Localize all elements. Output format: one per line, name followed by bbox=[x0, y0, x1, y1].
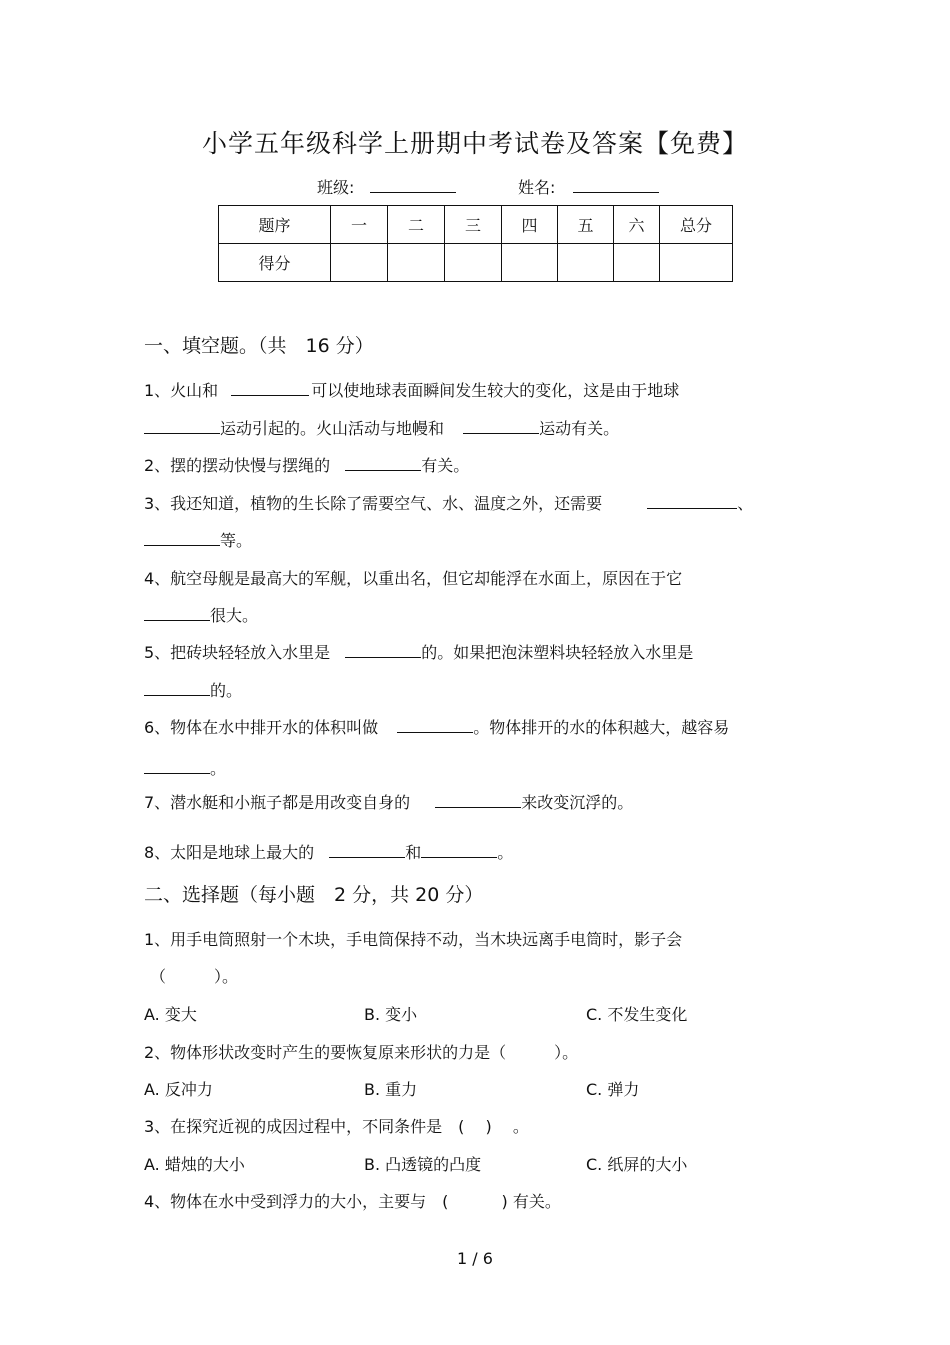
question-text: 。 bbox=[497, 843, 514, 862]
question-text: 8、太阳是地球上最大的 bbox=[144, 843, 315, 862]
question-line bbox=[144, 378, 679, 401]
score-header-cell: 二 bbox=[388, 206, 445, 244]
question-text: 、 bbox=[737, 494, 754, 513]
question-line bbox=[144, 528, 252, 551]
question-line bbox=[144, 640, 693, 663]
answer-blank[interactable] bbox=[397, 717, 473, 733]
question-text: 1、火山和 bbox=[144, 381, 219, 400]
question-text: 。 bbox=[210, 759, 227, 778]
question-text: 7、潜水艇和小瓶子都是用改变自身的 bbox=[144, 793, 411, 812]
class-label: 班级: bbox=[317, 178, 355, 197]
section-2-heading: 二、选择题（每小题 2 分，共 20 分） bbox=[144, 884, 484, 906]
question-text: 4、航空母舰是最高大的军舰，以重出名，但它却能浮在水面上，原因在于它 bbox=[144, 569, 683, 588]
question-line: 3、在探究近视的成因过程中，不同条件是 ( ) 。 bbox=[144, 1117, 529, 1136]
question-text: 6、物体在水中排开水的体积叫做 bbox=[144, 718, 379, 737]
answer-blank[interactable] bbox=[144, 758, 210, 774]
question-line bbox=[144, 603, 258, 626]
question-line bbox=[144, 715, 729, 738]
name-field bbox=[518, 175, 659, 198]
score-header-cell: 六 bbox=[614, 206, 660, 244]
question-text: 5、把砖块轻轻放入水里是 bbox=[144, 643, 331, 662]
section-1-heading: 一、填空题。（共 16 分） bbox=[144, 335, 374, 357]
question-line bbox=[144, 678, 242, 701]
question-line bbox=[144, 491, 753, 514]
answer-blank[interactable] bbox=[435, 792, 521, 808]
question-text: 和 bbox=[405, 843, 422, 862]
score-cell[interactable] bbox=[660, 244, 733, 282]
question-line bbox=[144, 790, 633, 813]
answer-blank[interactable] bbox=[345, 642, 421, 658]
page-title: 小学五年级科学上册期中考试卷及答案【免费】 bbox=[201, 129, 748, 158]
answer-blank[interactable] bbox=[463, 418, 539, 434]
answer-blank[interactable] bbox=[345, 455, 421, 471]
option-a[interactable]: A. 反冲力 bbox=[144, 1080, 213, 1099]
question-text: 。物体排开的水的体积越大，越容易 bbox=[473, 718, 730, 737]
score-header-cell: 题序 bbox=[219, 206, 331, 244]
class-blank bbox=[370, 177, 456, 193]
question-text: 有关。 bbox=[421, 456, 470, 475]
class-field bbox=[317, 175, 456, 198]
option-c[interactable]: C. 不发生变化 bbox=[586, 1005, 688, 1024]
question-line bbox=[144, 566, 682, 589]
question-text: 很大。 bbox=[210, 606, 259, 625]
score-cell[interactable] bbox=[558, 244, 614, 282]
answer-blank[interactable] bbox=[329, 842, 405, 858]
answer-blank[interactable] bbox=[647, 493, 737, 509]
question-line bbox=[144, 416, 619, 439]
answer-blank[interactable] bbox=[144, 530, 220, 546]
answer-blank[interactable] bbox=[231, 380, 309, 396]
score-table bbox=[218, 205, 733, 282]
question-line bbox=[144, 840, 513, 863]
question-line: 4、物体在水中受到浮力的大小，主要与 ( ) 有关。 bbox=[144, 1192, 561, 1211]
option-c[interactable]: C. 纸屏的大小 bbox=[586, 1155, 688, 1174]
score-cell[interactable] bbox=[614, 244, 660, 282]
question-line bbox=[144, 453, 469, 476]
score-cell[interactable] bbox=[331, 244, 388, 282]
question-text: 运动引起的。火山活动与地幔和 bbox=[220, 419, 445, 438]
option-b[interactable]: B. 凸透镜的凸度 bbox=[364, 1155, 482, 1174]
score-cell[interactable] bbox=[502, 244, 558, 282]
option-c[interactable]: C. 弹力 bbox=[586, 1080, 640, 1099]
question-text: 等。 bbox=[220, 531, 253, 550]
score-row-label: 得分 bbox=[219, 244, 331, 282]
score-header-cell: 五 bbox=[558, 206, 614, 244]
option-b[interactable]: B. 变小 bbox=[364, 1005, 418, 1024]
question-text: 来改变沉浮的。 bbox=[521, 793, 634, 812]
option-b[interactable]: B. 重力 bbox=[364, 1080, 418, 1099]
question-line bbox=[144, 756, 226, 779]
question-text: 的。 bbox=[210, 681, 243, 700]
question-text: 的。如果把泡沫塑料块轻轻放入水里是 bbox=[421, 643, 694, 662]
question-text: 2、摆的摆动快慢与摆绳的 bbox=[144, 456, 331, 475]
question-text: 可以使地球表面瞬间发生较大的变化，这是由于地球 bbox=[311, 381, 680, 400]
question-text: 3、我还知道，植物的生长除了需要空气、水、温度之外，还需要 bbox=[144, 494, 603, 513]
question-line: 2、物体形状改变时产生的要恢复原来形状的力是（ ）。 bbox=[144, 1043, 579, 1062]
score-header-cell: 总分 bbox=[660, 206, 733, 244]
option-a[interactable]: A. 变大 bbox=[144, 1005, 197, 1024]
answer-blank[interactable] bbox=[144, 418, 220, 434]
option-a[interactable]: A. 蜡烛的大小 bbox=[144, 1155, 245, 1174]
answer-blank[interactable] bbox=[144, 605, 210, 621]
score-header-cell: 一 bbox=[331, 206, 388, 244]
score-table-header-row bbox=[219, 206, 733, 244]
score-table-score-row bbox=[219, 244, 733, 282]
name-label: 姓名: bbox=[518, 178, 556, 197]
score-header-cell: 四 bbox=[502, 206, 558, 244]
score-cell[interactable] bbox=[388, 244, 445, 282]
answer-blank[interactable] bbox=[144, 680, 210, 696]
answer-blank[interactable] bbox=[421, 842, 497, 858]
name-blank bbox=[573, 177, 659, 193]
question-text: 运动有关。 bbox=[539, 419, 620, 438]
page-number: 1 / 6 bbox=[457, 1249, 493, 1268]
question-line: （ ）。 bbox=[150, 967, 239, 986]
score-header-cell: 三 bbox=[445, 206, 502, 244]
question-line: 1、用手电筒照射一个木块，手电筒保持不动，当木块远离手电筒时，影子会 bbox=[144, 930, 683, 949]
score-cell[interactable] bbox=[445, 244, 502, 282]
